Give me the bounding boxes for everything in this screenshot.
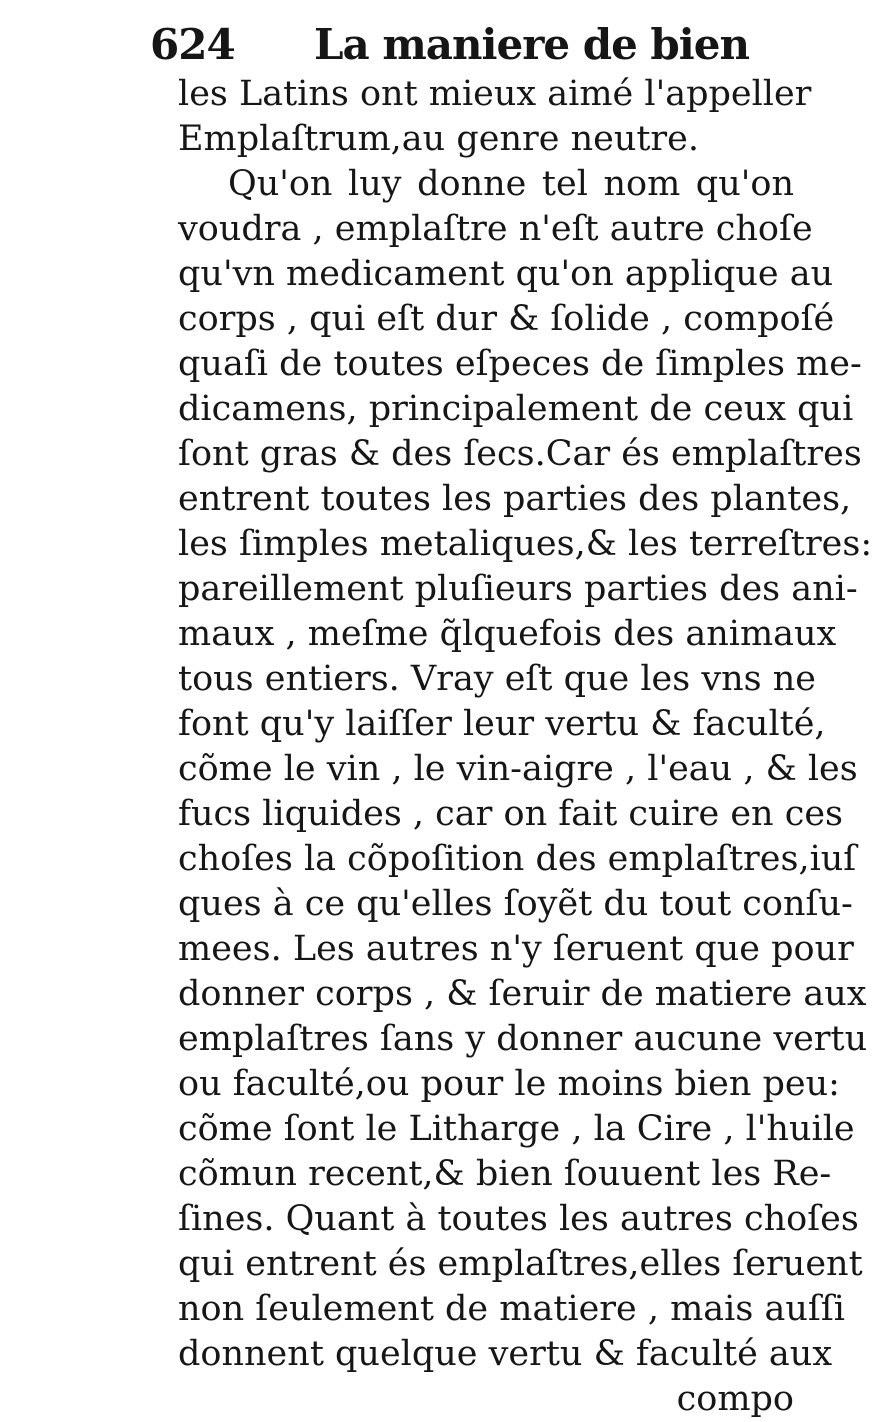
page-number: 624 [150, 20, 235, 69]
text-line: donnent quelque vertu & faculté aux [178, 1334, 833, 1374]
text-line: ou faculté,ou pour le moins bien peu: [178, 1064, 840, 1104]
page-header [150, 14, 790, 80]
text-line: entrent toutes les parties des plantes, [178, 479, 852, 519]
text-line: voudra , emplaſtre n'eſt autre choſe [178, 209, 813, 249]
text-line: fucs liquides , car on fait cuire en ces [178, 794, 843, 834]
text-line: non ſeulement de matiere , mais auſſi [178, 1289, 845, 1329]
text-line: donner corps , & ſeruir de matiere aux [178, 974, 867, 1014]
text-line: ſines. Quant à toutes les autres choſes [178, 1199, 859, 1239]
text-line: pareillement pluſieurs parties des ani- [178, 569, 858, 609]
text-line: ſont gras & des ſecs.Car és emplaſtres [178, 434, 862, 474]
text-line: cõme ſont le Litharge , la Cire , l'huile [178, 1109, 855, 1149]
text-line: cõme le vin , le vin-aigre , l'eau , & les [178, 749, 858, 789]
text-line: emplaſtres ſans y donner aucune vertu [178, 1019, 868, 1059]
text-line: les Latins ont mieux aimé l'appeller [178, 74, 812, 114]
text-line: font qu'y laiſſer leur vertu & faculté, [178, 704, 826, 744]
text-line: cõmun recent,& bien ſouuent les Re- [178, 1154, 832, 1194]
text-line: mees. Les autres n'y ſeruent que pour [178, 929, 854, 969]
text-line: les ſimples metaliques,& les terreſtres: [178, 524, 872, 564]
text-line: qui entrent és emplaſtres,elles ſeruent [178, 1244, 863, 1284]
paragraph-start-line: Qu'on luy donne tel nom qu'on [228, 164, 794, 204]
running-title: La maniere de bien [314, 20, 749, 69]
text-line: qu'vn medicament qu'on applique au [178, 254, 834, 294]
text-line: tous entiers. Vray eſt que les vns ne [178, 659, 816, 699]
body-text [178, 72, 872, 1422]
text-line: corps , qui eſt dur & ſolide , compoſé [178, 299, 835, 339]
text-line: dicamens, principalement de ceux qui [178, 389, 854, 429]
text-line: maux , meſme q̃lquefois des animaux [178, 614, 837, 654]
text-line: quaſi de toutes eſpeces de ſimples me- [178, 344, 862, 384]
text-line: Emplaſtrum,au genre neutre. [178, 119, 700, 159]
catchword: compo [676, 1379, 794, 1419]
text-line: choſes la cõpoſition des emplaſtres,iuſ [178, 839, 857, 879]
text-line: ques à ce qu'elles ſoyẽt du tout conſu- [178, 884, 853, 924]
